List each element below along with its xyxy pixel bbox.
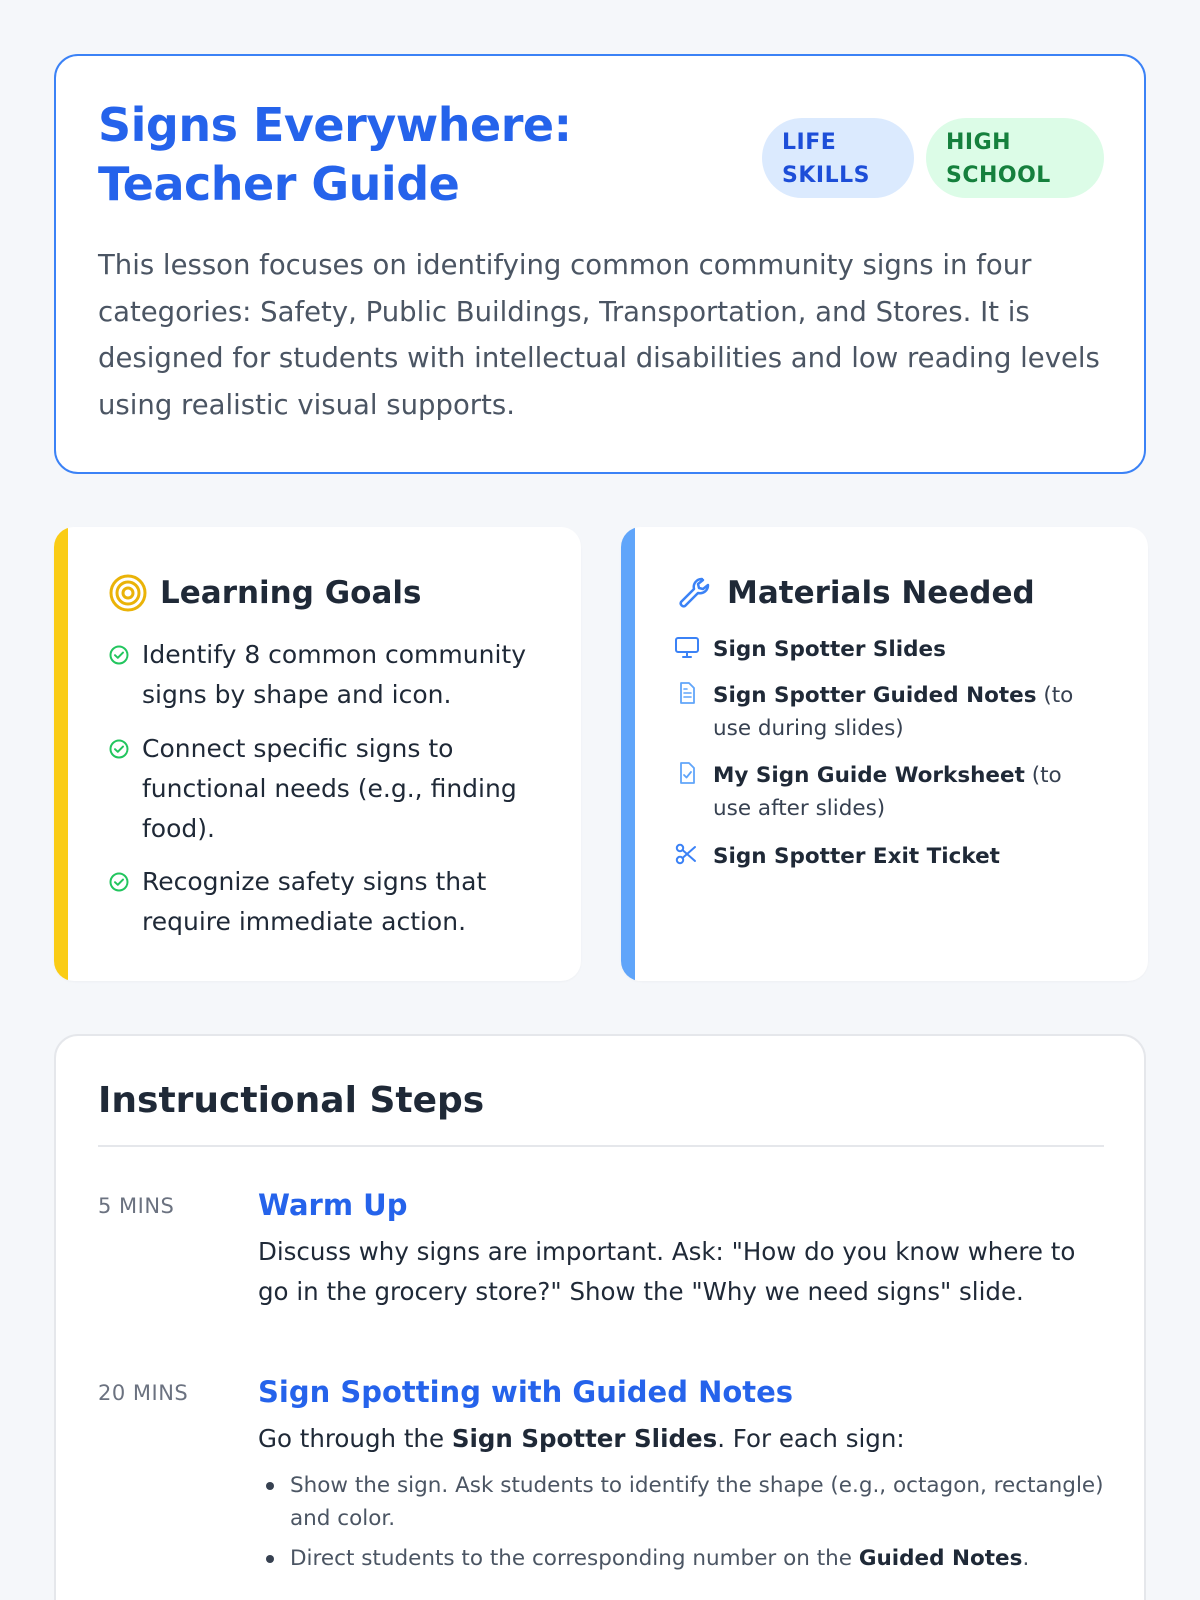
step-duration: 5 MINS (98, 1194, 175, 1218)
step-duration: 20 MINS (98, 1381, 189, 1405)
step-title: Sign Spotting with Guided Notes (258, 1375, 794, 1409)
check-circle-icon (108, 871, 130, 893)
document-icon (673, 679, 701, 707)
page-title: Signs Everywhere: Teacher Guide (98, 98, 572, 211)
check-circle-icon (108, 644, 130, 666)
goal-item (108, 635, 528, 715)
step-description: Go through the Sign Spotter Slides. For each sign: (258, 1424, 905, 1453)
step-bullet-list (258, 1469, 1108, 1582)
document-check-icon (673, 759, 701, 787)
goal-item (108, 729, 528, 849)
target-icon (108, 573, 148, 613)
wrench-icon (675, 573, 715, 613)
scissors-icon (673, 840, 701, 868)
step-description: Discuss why signs are important. Ask: "How do you know where to go in the grocery store?" Show the "Why we need signs" slide. (258, 1237, 1076, 1306)
material-item (673, 840, 1093, 873)
material-note: (to use after slides) (713, 763, 1062, 821)
material-item (673, 759, 1093, 825)
learning-goals-header (108, 571, 421, 615)
material-name: Sign Spotter Guided Notes (713, 683, 1037, 708)
step-title: Warm Up (258, 1188, 408, 1222)
material-note: (to use during slides) (713, 683, 1074, 741)
check-circle-icon (108, 738, 130, 760)
materials-title: Materials Needed (727, 575, 1035, 611)
list-item: Show the sign. Ask students to identify the shape (e.g., octagon, rectangle) and color. (258, 1469, 1108, 1535)
instructional-steps-card (54, 1034, 1146, 1600)
lesson-description: This lesson focuses on identifying common community signs in four categories: Safety, Public Buildings, Transportation, and Stores. It is designed for students with intellectual disabilities and low reading levels using realistic visual supports. (98, 249, 1100, 421)
goal-item (108, 862, 528, 942)
material-name: My Sign Guide Worksheet (713, 763, 1025, 788)
goal-text: Identify 8 common community signs by shape and icon. (142, 640, 526, 709)
subject-badge: LIFE SKILLS (762, 118, 914, 198)
divider (98, 1145, 1104, 1147)
material-name: Sign Spotter Slides (713, 637, 946, 662)
list-item: Direct students to the corresponding number on the Guided Notes. (258, 1542, 1108, 1575)
learning-goals-card (54, 527, 581, 981)
grade-level-badge: HIGH SCHOOL (926, 118, 1104, 198)
material-name: Sign Spotter Exit Ticket (713, 844, 1000, 869)
materials-header (675, 571, 1035, 615)
materials-card (621, 527, 1148, 981)
steps-title: Instructional Steps (98, 1080, 485, 1121)
material-item (673, 679, 1093, 745)
goal-text: Recognize safety signs that require immediate action. (142, 867, 487, 936)
lesson-header-card (54, 54, 1146, 474)
material-item (673, 633, 1093, 666)
learning-goals-title: Learning Goals (160, 575, 422, 611)
goal-text: Connect specific signs to functional needs (e.g., finding food). (142, 734, 517, 843)
monitor-icon (673, 633, 701, 661)
